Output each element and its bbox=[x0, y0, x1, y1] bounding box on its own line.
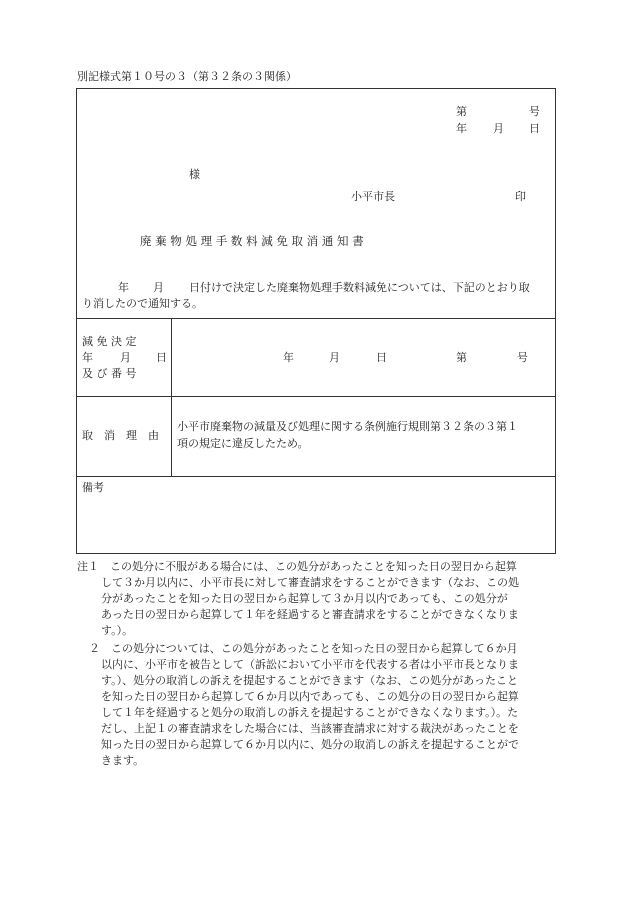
label-column-divider bbox=[171, 318, 172, 476]
note2-line8: きます。 bbox=[101, 754, 145, 767]
divider-after-reason bbox=[76, 476, 556, 477]
decision-value-month: 月 bbox=[329, 351, 340, 364]
decision-number-suffix: 号 bbox=[517, 351, 528, 364]
reason-text-line1: 小平市廃棄物の減量及び処理に関する条例施行規則第３２条の３第１ bbox=[177, 420, 518, 433]
decision-value-year: 年 bbox=[283, 351, 294, 364]
note2-line5: して１年を経過すると処分の取消しの訴えを提起することができなくなります。）。た bbox=[101, 706, 519, 719]
note1-line4: あった日の翌日から起算して１年を経過すると審査請求をすることができなくなりま bbox=[101, 608, 519, 621]
issuer-name: 小平市長 bbox=[351, 190, 395, 203]
form-heading: 別記様式第１０号の３（第３２条の３関係） bbox=[77, 70, 297, 83]
note2-line1: ２ この処分については、この処分があったことを知った日の翌日から起算して６か月 bbox=[89, 642, 518, 655]
seal-mark: 印 bbox=[515, 190, 526, 203]
reason-label: 取 消 理 由 bbox=[82, 429, 159, 442]
decision-label-year: 年 bbox=[82, 351, 93, 364]
date-year-label: 年 bbox=[456, 122, 467, 135]
document-title: 廃 棄 物 処 理 手 数 料 減 免 取 消 通 知 書 bbox=[140, 234, 364, 248]
note1-line1: 注１ この処分に不服がある場合には、この処分があったことを知った日の翌日から起算 bbox=[77, 560, 517, 573]
decision-label-day: 日 bbox=[156, 351, 167, 364]
intro-line2: り消したので通知する。 bbox=[82, 297, 203, 310]
intro-year: 年 bbox=[118, 281, 129, 294]
recipient-suffix: 様 bbox=[189, 168, 200, 181]
doc-number-suffix: 号 bbox=[529, 105, 540, 118]
decision-label-month: 月 bbox=[120, 351, 131, 364]
intro-month: 月 bbox=[153, 281, 164, 294]
decision-number-prefix: 第 bbox=[456, 351, 467, 364]
note2-line3: す。）、処分の取消しの訴えを提起することができます（なお、この処分があったこと bbox=[101, 674, 519, 687]
decision-label-line1: 減 免 決 定 bbox=[82, 335, 137, 348]
note1-line2: して３か月以内に、小平市長に対して審査請求をすることができます（なお、この処 bbox=[101, 576, 519, 589]
note2-line6: だし、上記１の審査請求をした場合には、当該審査請求に対する裁決があったことを bbox=[101, 722, 519, 735]
note1-line5: す。）。 bbox=[101, 624, 134, 637]
divider-after-decision bbox=[76, 396, 556, 397]
intro-line1: 日付けで決定した廃棄物処理手数料減免については、下記のとおり取 bbox=[189, 281, 530, 294]
form-frame bbox=[76, 88, 556, 554]
note2-line4: を知った日の翌日から起算して６か月以内であっても、この処分の日の翌日から起算 bbox=[101, 690, 519, 703]
note2-line7: 知った日の翌日から起算して６か月以内に、処分の取消しの訴えを提起することがで bbox=[101, 738, 519, 751]
reason-text-line2: 項の規定に違反したため。 bbox=[177, 437, 309, 450]
date-day-label: 日 bbox=[529, 122, 540, 135]
decision-label-line3: 及 び 番 号 bbox=[82, 367, 137, 380]
date-month-label: 月 bbox=[493, 122, 504, 135]
decision-value-day: 日 bbox=[376, 351, 387, 364]
doc-number-prefix: 第 bbox=[456, 105, 467, 118]
divider-after-intro bbox=[76, 318, 556, 319]
note2-line2: 以内に、小平市を被告として（訴訟において小平市を代表する者は小平市長となりま bbox=[101, 658, 519, 671]
remarks-label: 備考 bbox=[82, 481, 104, 494]
note1-line3: 分があったことを知った日の翌日から起算して３か月以内であっても、この処分が bbox=[101, 592, 508, 605]
